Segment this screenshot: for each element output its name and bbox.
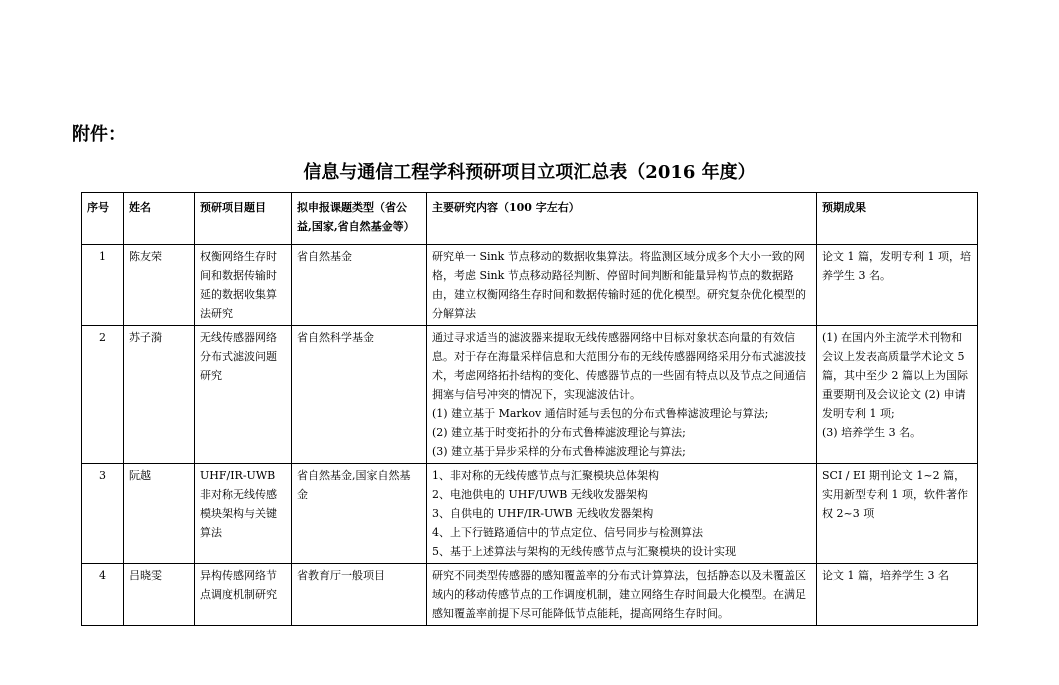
row-content (427, 326, 817, 464)
row-project: 异构传感网络节点调度机制研究 (195, 564, 292, 626)
table-row (82, 564, 978, 626)
row-name: 苏子漪 (124, 326, 195, 464)
row-content (427, 564, 817, 626)
row-name: 陈友荣 (124, 245, 195, 326)
row-type: 省自然基金,国家自然基金 (292, 464, 427, 564)
content-line: (1) 建立基于 Markov 通信时延与丢包的分布式鲁棒滤波理论与算法; (432, 407, 769, 420)
row-outcome (817, 564, 978, 626)
content-line: 5、基于上述算法与架构的无线传感节点与汇聚模块的设计实现 (432, 545, 736, 558)
project-summary-table (81, 192, 978, 626)
outcome-line: 论文 1 篇，培养学生 3 名 (822, 569, 949, 582)
row-project: 无线传感器网络分布式滤波问题研究 (195, 326, 292, 464)
row-outcome (817, 245, 978, 326)
table-row (82, 326, 978, 464)
header-outcome: 预期成果 (817, 193, 978, 245)
outcome-line: 论文 1 篇，发明专利 1 项，培养学生 3 名。 (822, 250, 971, 282)
outcome-line: SCI / EI 期刊论文 1~2 篇，实用新型专利 1 项，软件著作权 2~3 项 (822, 469, 968, 520)
row-no: 3 (82, 464, 124, 564)
content-line: 研究单一 Sink 节点移动的数据收集算法。将监测区域分成多个大小一致的网格，考虑 Sink 节点移动路径判断、停留时间判断和能量异构节点的数据路由，建立权衡网络生存时间和数据传输时延的优化模型。研究复杂优化模型的分解算法 (432, 250, 806, 320)
table-row (82, 245, 978, 326)
table-row (82, 464, 978, 564)
content-line: 4、上下行链路通信中的节点定位、信号同步与检测算法 (432, 526, 703, 539)
row-no: 2 (82, 326, 124, 464)
header-project: 预研项目题目 (195, 193, 292, 245)
row-name: 阮越 (124, 464, 195, 564)
header-no: 序号 (82, 193, 124, 245)
row-type: 省自然基金 (292, 245, 427, 326)
header-name: 姓名 (124, 193, 195, 245)
row-name: 吕晓雯 (124, 564, 195, 626)
header-content: 主要研究内容（100 字左右） (427, 193, 817, 245)
content-line: 1、非对称的无线传感节点与汇聚模块总体架构 (432, 469, 659, 482)
content-line: 研究不同类型传感器的感知覆盖率的分布式计算算法，包括静态以及未覆盖区域内的移动传感节点的工作调度机制，建立网络生存时间最大化模型。在满足感知覆盖率前提下尽可能降低节点能耗，提高网络生存时间。 (432, 569, 806, 620)
row-project: UHF/IR-UWB 非对称无线传感模块架构与关键算法 (195, 464, 292, 564)
outcome-line: (1) 在国内外主流学术刊物和会议上发表高质量学术论文 5 篇，其中至少 2 篇以上为国际重要期刊及会议论文 (2) 申请发明专利 1 项; (822, 331, 968, 420)
row-outcome (817, 464, 978, 564)
outcome-line: (3) 培养学生 3 名。 (822, 426, 922, 439)
header-type: 拟申报课题类型（省公益,国家,省自然基金等） (292, 193, 427, 245)
content-line: (2) 建立基于时变拓扑的分布式鲁棒滤波理论与算法; (432, 426, 686, 439)
content-line: 3、自供电的 UHF/IR-UWB 无线收发器架构 (432, 507, 654, 520)
document-title: 信息与通信工程学科预研项目立项汇总表（2016 年度） (303, 162, 756, 183)
row-no: 4 (82, 564, 124, 626)
content-line: (3) 建立基于异步采样的分布式鲁棒滤波理论与算法; (432, 445, 686, 458)
row-content (427, 245, 817, 326)
table-header-row (82, 193, 978, 245)
row-outcome (817, 326, 978, 464)
row-project: 权衡网络生存时间和数据传输时延的数据收集算法研究 (195, 245, 292, 326)
content-line: 通过寻求适当的滤波器来提取无线传感器网络中目标对象状态向量的有效信息。对于存在海量采样信息和大范围分布的无线传感器网络采用分布式滤波技术，考虑网络拓扑结构的变化、传感器节点的一些固有特点以及节点之间通信拥塞与信号冲突的情况下，实现滤波估计。 (432, 331, 806, 401)
attachment-label: 附件： (72, 124, 126, 145)
row-type: 省教育厅一般项目 (292, 564, 427, 626)
row-no: 1 (82, 245, 124, 326)
content-line: 2、电池供电的 UHF/UWB 无线收发器架构 (432, 488, 648, 501)
row-content (427, 464, 817, 564)
row-type: 省自然科学基金 (292, 326, 427, 464)
